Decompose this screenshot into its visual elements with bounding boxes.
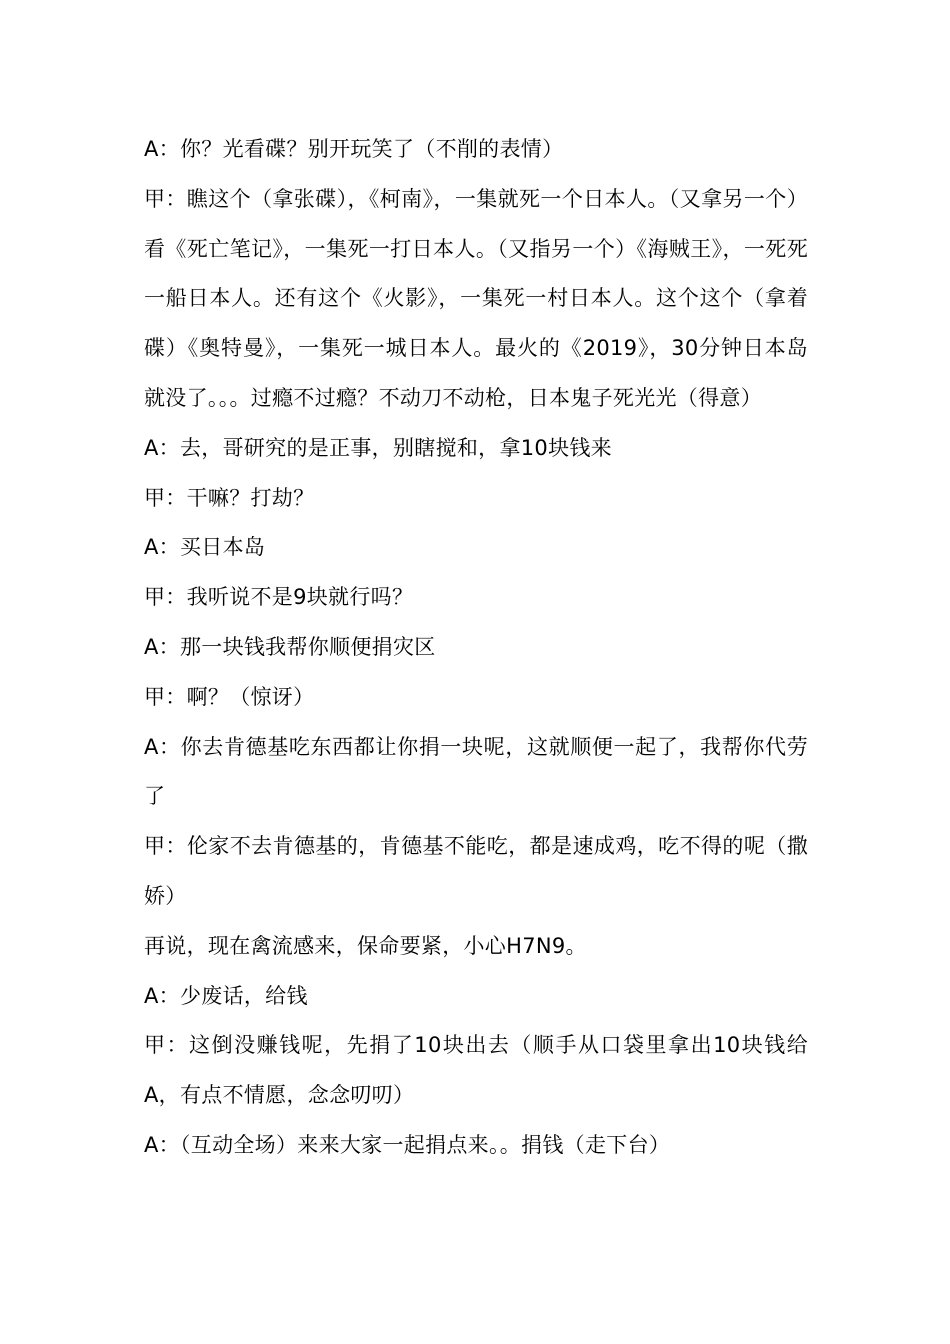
dialogue-line: 甲：这倒没赚钱呢，先捐了10块出去（顺手从口袋里拿出10块钱给A，有点不情愿，念念叨叨）: [144, 1033, 808, 1108]
dialogue-line: 甲：我听说不是9块就行吗？: [144, 585, 414, 610]
dialogue-line: 甲：伦家不去肯德基的，肯德基不能吃，都是速成鸡，吃不得的呢（撒娇）: [144, 834, 808, 908]
dialogue-line: A：你？光看碟？别开玩笑了（不削的表情）: [144, 137, 564, 161]
dialogue-line: 再说，现在禽流感来，保命要紧，小心H7N9。: [144, 933, 587, 958]
dialogue-line: 甲：瞧这个（拿张碟），《柯南》，一集就死一个日本人。（又拿另一个）看《死亡笔记》，一集死一打日本人。（又指另一个）《海贼王》，一死死一船日本人。还有这个《火影》，一集死一村日本人。这个这个（拿着碟）《奥特曼》，一集死一城日本人。最火的《2019》，30分钟日本岛就没了。。。过瘾不过瘾？不动刀不动枪，日本鬼子死光光（得意）: [144, 186, 808, 410]
dialogue-line: A：（互动全场）来来大家一起捐点来。。捐钱（走下台）: [144, 1132, 671, 1157]
dialogue-line: 甲：啊？（惊讶）: [144, 684, 315, 709]
dialogue-line: A：少废话，给钱: [144, 983, 308, 1008]
dialogue-line: 甲：干嘛？打劫？: [144, 485, 315, 510]
document-page: [144, 125, 808, 1171]
dialogue-line: A：你去肯德基吃东西都让你捐一块呢，这就顺便一起了，我帮你代劳了: [144, 734, 808, 809]
dialogue-line: A：那一块钱我帮你顺便捐灾区: [144, 634, 436, 659]
dialogue-line: A：买日本岛: [144, 535, 266, 560]
dialogue-line: A：去，哥研究的是正事，别瞎搅和，拿10块钱来: [144, 435, 612, 460]
